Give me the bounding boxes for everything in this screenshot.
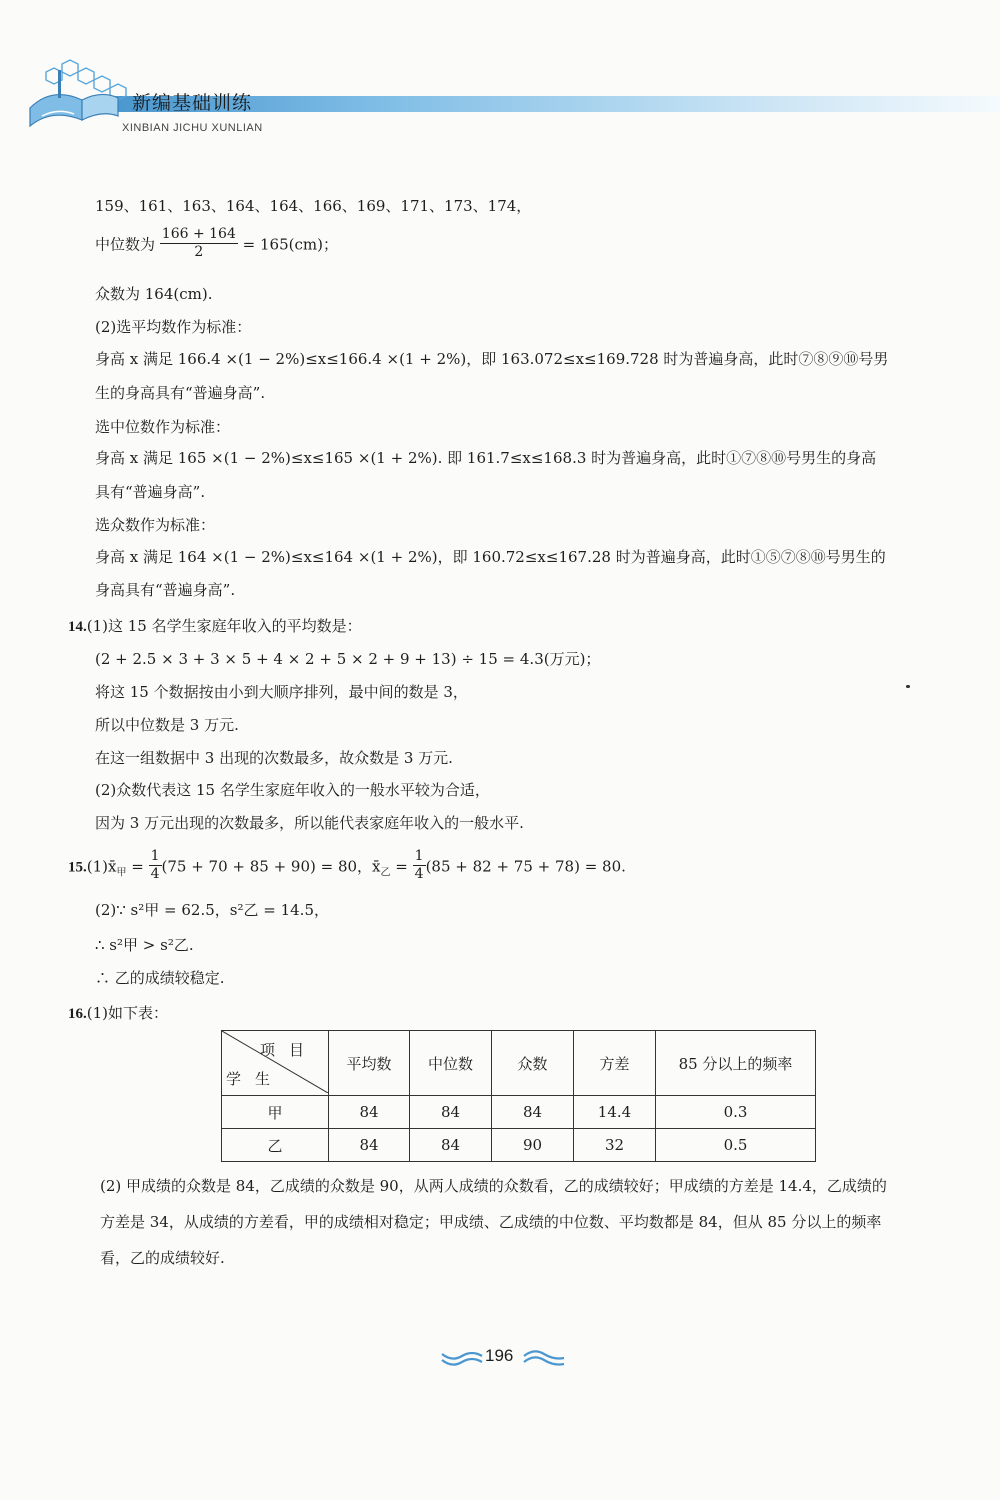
equals: = [126,857,149,876]
fraction-numerator: 1 [414,848,424,864]
answer-line: 身高 x 满足 166.4 ×(1 − 2%)≤x≤166.4 ×(1 + 2%)，即 163.072≤x≤169.728 时为普遍身高，此时⑦⑧⑨⑩号男 [95,350,889,368]
table-header: 中位数 [410,1031,492,1096]
table-header-row [222,1031,816,1096]
table-cell: 84 [492,1096,574,1129]
question-number: 16. [68,1006,87,1022]
table-cell: 84 [410,1096,492,1129]
question-14 [68,616,362,637]
answer-line: (2)选平均数作为标准： [95,318,252,336]
answer-line: (2)∵ s²甲 = 62.5，s²乙 = 14.5， [95,901,329,919]
book-logo-icon [22,56,132,136]
fraction-numerator: 1 [150,848,160,864]
fraction-denominator: 2 [194,244,204,260]
page-header [0,0,1000,150]
table-cell: 32 [574,1129,656,1162]
row-label: 甲 [222,1096,329,1129]
fraction-quarter [149,848,162,883]
median-result: = 165(cm)； [242,235,338,254]
right-wave-icon [522,1348,566,1368]
corner-label-student: 学生 [226,1070,285,1088]
answer-line: ∴ s²甲 > s²乙. [95,936,194,954]
answer-line: 生的身高具有“普遍身高”. [95,384,266,402]
answer-text: (1)这 15 名学生家庭年收入的平均数是： [86,617,362,635]
fraction-numerator: 166 + 164 [161,226,236,242]
question-number: 14. [68,619,87,635]
table-cell: 0.3 [656,1096,816,1129]
subscript-yi: 乙 [380,867,391,879]
series-title: 新编基础训练 [132,92,253,114]
answer-line: 身高 x 满足 164 ×(1 − 2%)≤x≤164 ×(1 + 2%)，即 160.72≤x≤167.28 时为普遍身高，此时①⑤⑦⑧⑩号男生的 [95,548,886,566]
table-row [222,1096,816,1129]
subscript-jia: 甲 [116,867,127,879]
mode-line: 众数为 164(cm). [95,285,213,303]
answer-line: 在这一组数据中 3 出现的次数最多，故众数是 3 万元. [95,749,453,767]
mean-yi-calc: (85 + 82 + 75 + 78) = 80. [425,857,626,876]
answer-line: (2)众数代表这 15 名学生家庭年收入的一般水平较为合适， [95,781,490,799]
question-16 [68,1003,168,1024]
table-header: 85 分以上的频率 [656,1031,816,1096]
table-cell: 84 [329,1096,410,1129]
mean-jia-calc: (75 + 70 + 85 + 90) = 80，x̄ [161,857,381,876]
table-header: 众数 [492,1031,574,1096]
table-cell: 84 [329,1129,410,1162]
answer-line: 方差是 34，从成绩的方差看，甲的成绩相对稳定；甲成绩、乙成绩的中位数、平均数都是 84，但从 85 分以上的频率 [100,1213,882,1231]
answer-line: 选众数作为标准： [95,516,216,534]
print-speck [906,685,910,688]
mean-jia: (1)x̄ [86,857,117,876]
left-wave-icon [440,1348,484,1368]
answer-line: 选中位数作为标准： [95,418,231,436]
page-footer [440,1342,570,1372]
page-number: 196 [485,1346,514,1365]
table-cell: 14.4 [574,1096,656,1129]
answer-line: ∴ 乙的成绩较稳定. [95,969,225,987]
answer-line: 所以中位数是 3 万元. [95,716,239,734]
median-line [95,226,338,261]
median-label: 中位数为 [95,235,156,254]
answer-line: 身高 x 满足 165 ×(1 − 2%)≤x≤165 ×(1 + 2%). 即 161.7≤x≤168.3 时为普遍身高，此时①⑦⑧⑩号男生的身高 [95,449,877,467]
table-row [222,1129,816,1162]
fraction-denominator: 4 [150,866,160,882]
answer-line: (2 + 2.5 × 3 + 3 × 5 + 4 × 2 + 5 × 2 + 9 + 13) ÷ 15 = 4.3(万元)； [95,650,601,668]
fraction-denominator: 4 [414,866,424,882]
table-corner-cell [222,1031,329,1096]
fraction-quarter [413,848,426,883]
row-label: 乙 [222,1129,329,1162]
answer-line: 看，乙的成绩较好. [100,1249,225,1267]
answer-line: 因为 3 万元出现的次数最多，所以能代表家庭年收入的一般水平. [95,814,524,832]
question-number: 15. [68,859,87,876]
series-subtitle: XINBIAN JICHU XUNLIAN [122,122,263,134]
question-15: $15.(1)x̄_甲$ = $\frac{1}{4}$ (75 + 70 + 85 + 90) = 80，$x̄_乙$ = $\frac{1}{4}$ (85 + 82 + 75 + 78) = 80. [68,848,626,882]
height-list: 159、161、163、164、164、166、169、171、173、174， [95,197,532,215]
table-cell: 84 [410,1129,492,1162]
score-table [221,1030,816,1162]
answer-line: 具有“普遍身高”. [95,483,206,501]
corner-label-item: 项目 [259,1041,318,1059]
table-header: 方差 [574,1031,656,1096]
table-cell: 90 [492,1129,574,1162]
answer-line: 身高具有“普遍身高”. [95,581,236,599]
median-fraction [160,226,238,261]
answer-line: (2) 甲成绩的众数是 84，乙成绩的众数是 90，从两人成绩的众数看，乙的成绩较好；甲成绩的方差是 14.4，乙成绩的 [100,1177,887,1195]
answer-text: (1)如下表： [86,1004,168,1022]
answer-line: 将这 15 个数据按由小到大顺序排列，最中间的数是 3， [95,683,468,701]
table-header: 平均数 [329,1031,410,1096]
table-cell: 0.5 [656,1129,816,1162]
